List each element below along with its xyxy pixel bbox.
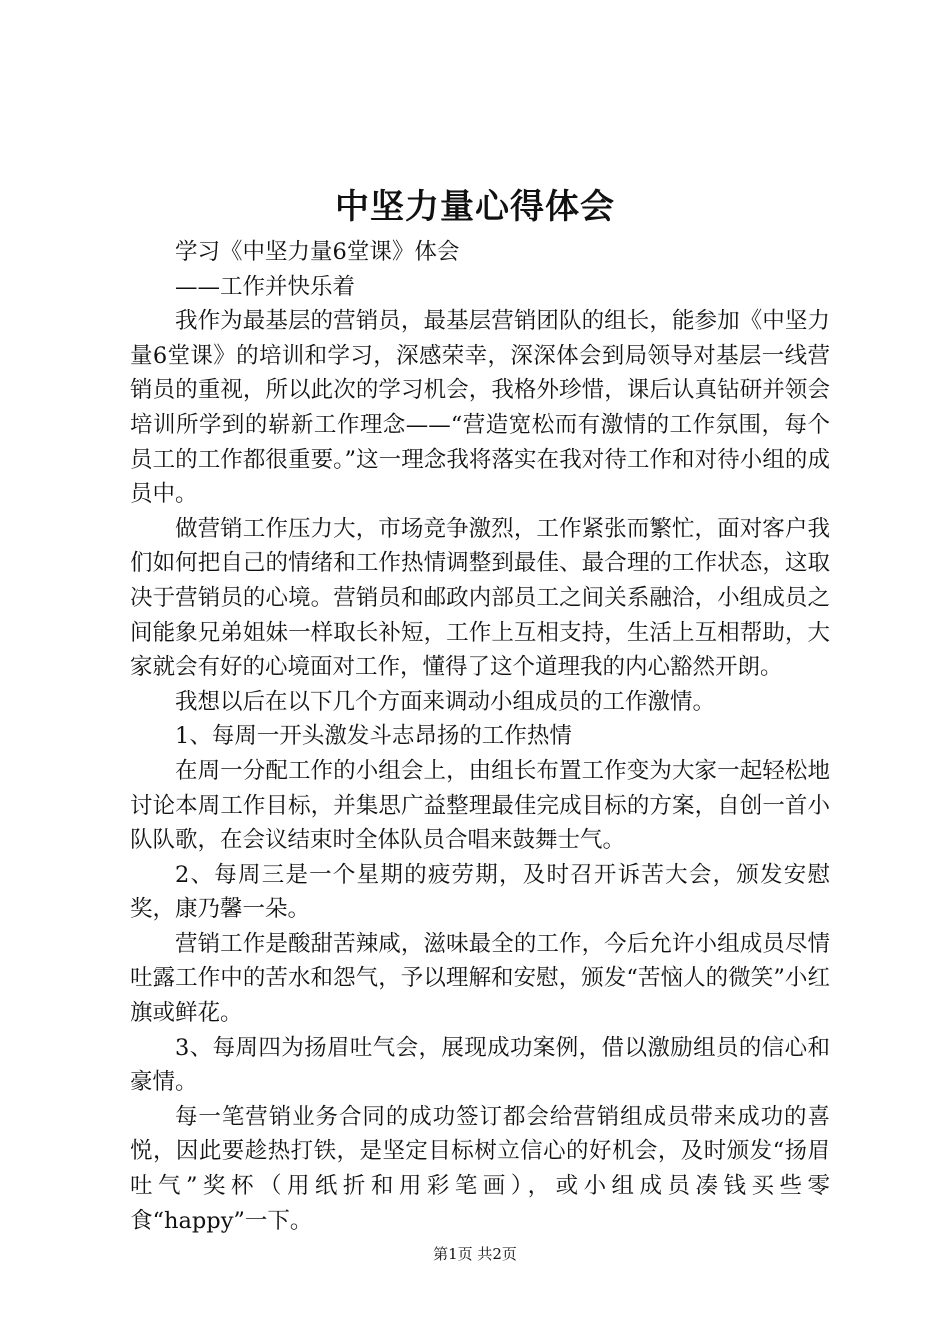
list-heading: 1、每周一开头激发斗志昂扬的工作热情 — [175, 723, 572, 750]
body-paragraph: 我作为最基层的营销员，最基层营销团队的组长，能参加《中坚力量6堂课》的培训和学习，深感荣幸，深深体会到局领导对基层一线营销员的重视，所以此次的学习机会，我格外珍惜，课后认真钻研并领会培训所学到的崭新工作理念——“营造宽松而有激情的工作氛围，每个员工的工作都很重要。”这一理念我将落实在我对待工作和对待小组的成员中。 — [130, 308, 830, 508]
body-paragraph: 每一笔营销业务合同的成功签订都会给营销组成员带来成功的喜悦，因此要趁热打铁，是坚定目标树立信心的好机会，及时颁发“扬眉吐气”奖杯（用纸折和用彩笔画），或小组成员凑钱买些零食“happy”一下。 — [130, 1103, 830, 1234]
list-heading: 3、每周四为扬眉吐气会，展现成功案例，借以激励组员的信心和豪情。 — [130, 1034, 830, 1096]
subtitle: 学习《中坚力量6堂课》体会 — [175, 239, 460, 265]
subtitle-tagline: ——工作并快乐着 — [175, 273, 356, 300]
body-paragraph: 我想以后在以下几个方面来调动小组成员的工作激情。 — [175, 688, 716, 715]
document-body — [130, 235, 830, 1238]
list-heading: 2、每周三是一个星期的疲劳期，及时召开诉苦大会，颁发安慰奖，康乃馨一朵。 — [130, 861, 830, 923]
body-paragraph: 做营销工作压力大，市场竞争激烈，工作紧张而繁忙，面对客户我们如何把自己的情绪和工作热情调整到最佳、最合理的工作状态，这取决于营销员的心境。营销员和邮政内部员工之间关系融洽，小组成员之间能象兄弟姐妹一样取长补短，工作上互相支持，生活上互相帮助，大家就会有好的心境面对工作，懂得了这个道理我的内心豁然开朗。 — [130, 515, 830, 681]
body-paragraph: 在周一分配工作的小组会上，由组长布置工作变为大家一起轻松地讨论本周工作目标，并集思广益整理最佳完成目标的方案，自创一首小队队歌，在会议结束时全体队员合唱来鼓舞士气。 — [130, 757, 830, 854]
page-footer: 第1页 共2页 — [433, 1245, 517, 1263]
document-title: 中坚力量心得体会 — [335, 187, 615, 227]
body-paragraph: 营销工作是酸甜苦辣咸，滋味最全的工作，今后允许小组成员尽情吐露工作中的苦水和怨气，予以理解和安慰，颁发“苦恼人的微笑”小红旗或鲜花。 — [130, 930, 830, 1027]
